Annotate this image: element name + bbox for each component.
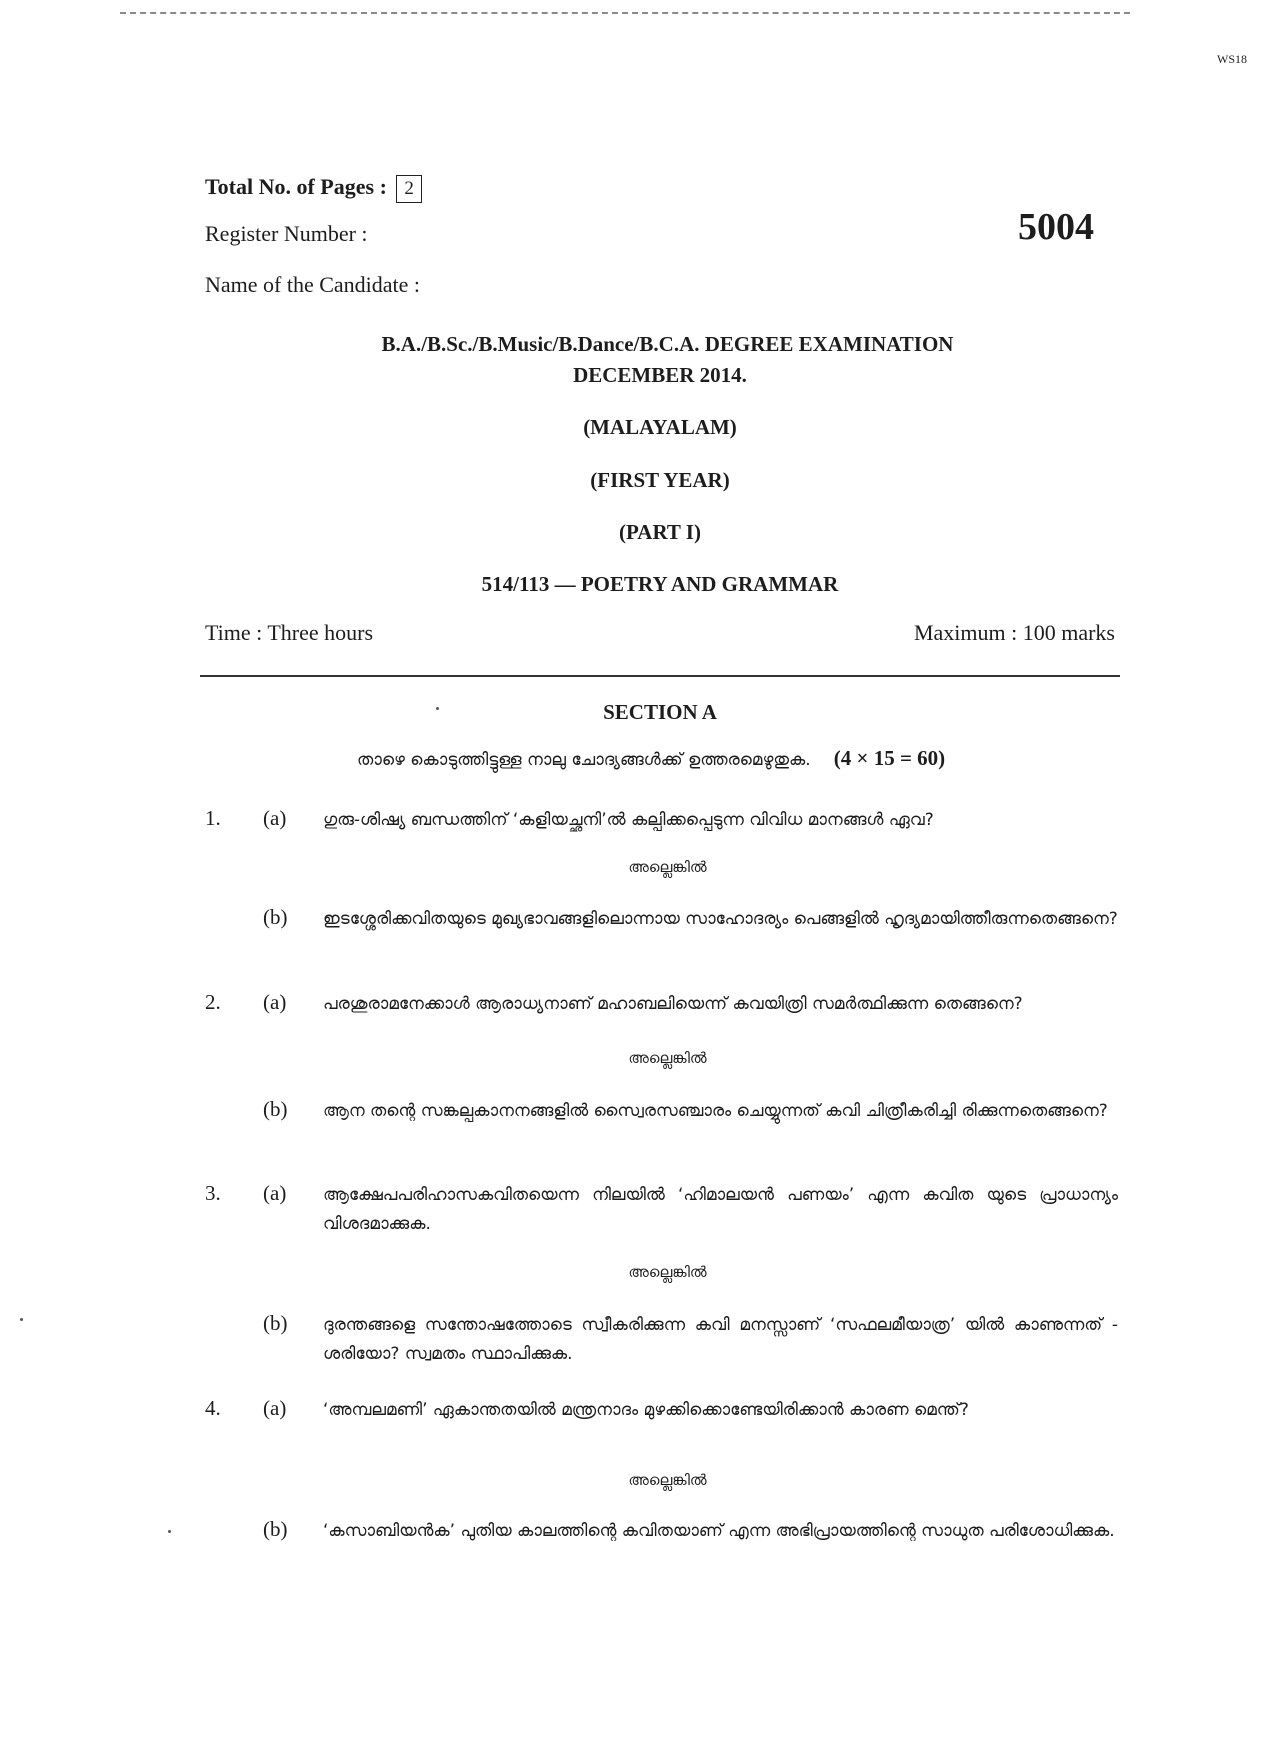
- exam-session: DECEMBER 2014.: [573, 363, 747, 387]
- total-pages-label: Total No. of Pages :: [205, 174, 387, 199]
- year: (FIRST YEAR): [590, 468, 730, 492]
- maximum-marks: Maximum : 100 marks: [913, 620, 1115, 645]
- scan-edge-line: [120, 12, 1130, 14]
- option-label: (a): [263, 1396, 287, 1420]
- subject: (MALAYALAM): [583, 415, 737, 439]
- header-divider: [200, 675, 1120, 677]
- total-pages: [205, 174, 422, 203]
- question-number: 1.: [205, 806, 221, 830]
- scan-speck: [168, 1530, 171, 1533]
- register-number-label: Register Number :: [205, 221, 368, 246]
- total-pages-box: 2: [396, 175, 422, 203]
- or-label: അല്ലെങ്കിൽ: [628, 1471, 707, 1489]
- question-number: 4.: [205, 1396, 221, 1420]
- or-label: അല്ലെങ്കിൽ: [628, 1049, 707, 1067]
- section-marks: (4 × 15 = 60): [833, 746, 946, 770]
- or-label: അല്ലെങ്കിൽ: [628, 1263, 707, 1281]
- time-allowed: Time : Three hours: [205, 620, 374, 645]
- or-label: അല്ലെങ്കിൽ: [628, 858, 707, 876]
- option-label: (a): [263, 1181, 287, 1205]
- paper-number: 5004: [1018, 206, 1094, 248]
- candidate-name-label: Name of the Candidate :: [205, 272, 421, 297]
- degree-line: B.A./B.Sc./B.Music/B.Dance/B.C.A. DEGREE EXAMINATION: [381, 332, 954, 356]
- question-text: ഗുരു-ശിഷ്യ ബന്ധത്തിന് ‘കളിയച്ഛനി’ൽ കല്പിക്കപ്പെടുന്ന വിവിധ മാനങ്ങൾ ഏവ?: [323, 810, 934, 830]
- question-number: 3.: [205, 1181, 221, 1205]
- option-label: (b): [263, 1097, 288, 1121]
- question-text: പരശുരാമനേക്കാൾ ആരാധ്യനാണ് മഹാബലിയെന്ന് കവയിത്രി സമർത്ഥിക്കുന്ന തെങ്ങനെ?: [323, 994, 1023, 1014]
- section-instruction: [357, 746, 945, 771]
- course-title: 514/113 — POETRY AND GRAMMAR: [481, 572, 839, 596]
- section-title: SECTION A: [603, 700, 717, 724]
- option-label: (b): [263, 1311, 288, 1335]
- question-text: ‘കസാബിയൻക’ പുതിയ കാലത്തിന്റെ കവിതയാണ് എന്ന അഭിപ്രായത്തിന്റെ സാധുത പരിശോധിക്കുക.: [323, 1521, 1115, 1541]
- question-text: ഇടശ്ശേരിക്കവിതയുടെ മുഖ്യഭാവങ്ങളിലൊന്നായ സാഹോദര്യം പെങ്ങളിൽ ഹൃദ്യമായിത്തീരുന്നതെങ്ങനെ?: [323, 909, 1118, 929]
- option-label: (a): [263, 806, 287, 830]
- question-text: ‘അമ്പലമണി’ ഏകാന്തതയിൽ മന്ത്രനാദം മുഴക്കിക്കൊണ്ടേയിരിക്കാൻ കാരണ മെന്ത്?: [323, 1400, 969, 1420]
- instruction-text: താഴെ കൊടുത്തിട്ടുള്ള നാലു ചോദ്യങ്ങൾക്ക് ഉത്തരമെഴുതുക.: [357, 750, 811, 770]
- option-label: (a): [263, 990, 287, 1014]
- question-text: ദുരന്തങ്ങളെ സന്തോഷത്തോടെ സ്വീകരിക്കുന്ന കവി മനസ്സാണ് ‘സഫലമീയാത്ര’ യിൽ കാണുന്നത് - ശരിയോ? സ്വമതം സ്ഥാപിക്കുക.: [323, 1315, 1118, 1364]
- question-text: ആക്ഷേപപരിഹാസകവിതയെന്ന നിലയിൽ ‘ഹിമാലയൻ പണയം’ എന്ന കവിത യുടെ പ്രാധാന്യം വിശദമാക്കുക.: [323, 1185, 1118, 1234]
- part: (PART I): [619, 520, 701, 544]
- option-label: (b): [263, 905, 288, 929]
- question-number: 2.: [205, 990, 221, 1014]
- scan-speck: [20, 1318, 23, 1321]
- paper-code: WS18: [1217, 52, 1247, 66]
- question-text: ആന തന്റെ സങ്കല്പകാനനങ്ങളിൽ സ്വൈരസഞ്ചാരം ചെയ്യുന്നത് കവി ചിത്രീകരിച്ചി രിക്കുന്നതെങ്ങനെ?: [323, 1101, 1108, 1121]
- option-label: (b): [263, 1517, 288, 1541]
